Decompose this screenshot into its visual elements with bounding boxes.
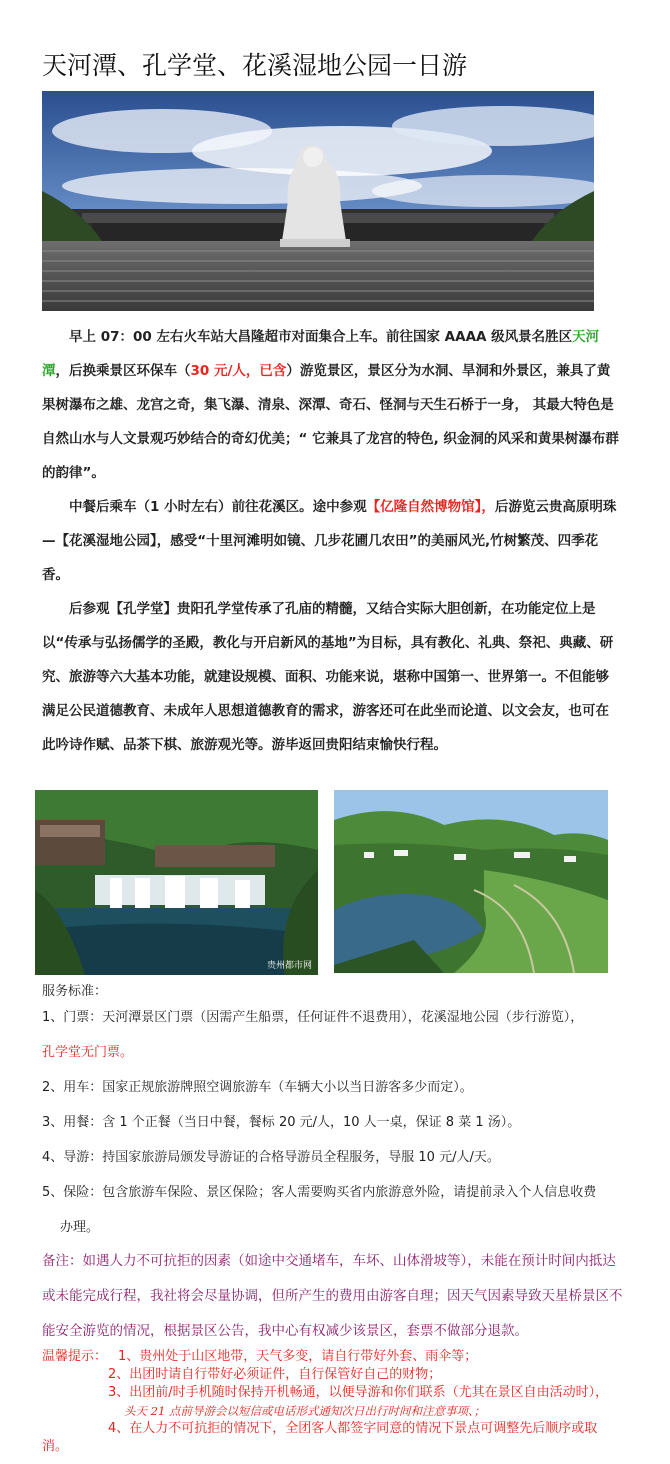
tip-2: 2、出团时请自行带好必须证件，自行保管好自己的财物；: [108, 1367, 442, 1382]
tip-4-cont: 消。: [42, 1439, 69, 1454]
text: 后游览云贵高原明珠—【花溪湿地公园】，感受“十里河滩明如镜、几步花圃几农田”的美丽风光,竹树繁茂、四季花香。: [42, 499, 617, 583]
tip-row-1: [42, 1348, 642, 1366]
wetland-park-photo: [334, 790, 608, 973]
page-title: 天河潭、孔学堂、花溪湿地公园一日游: [42, 51, 468, 80]
tip-3: 3、出团前/时手机随时保持开机畅通，以便导游和你们联系（尤其在景区自由活动时），: [108, 1385, 609, 1400]
highlight-museum: 【亿隆自然博物馆】，: [366, 499, 495, 515]
text: 中餐后乘车（1 小时左右）前往花溪区。途中参观: [69, 499, 367, 515]
text: 早上 07：00 左右火车站大昌隆超市对面集合上车。前往国家 AAAA 级风景名胜区: [69, 329, 573, 345]
text: ，后换乘景区环保车（: [55, 363, 191, 379]
tip-3-cont: 头天 21 点前导游会以短信或电话形式通知次日出行时间和注意事项、；: [124, 1404, 486, 1418]
waterfall-photo: [35, 790, 318, 975]
text: ）游览景区，景区分为水洞、旱洞和外景区，兼具了黄果树瀑布之雄、龙宫之奇，集飞瀑、清泉、深潭、奇石、怪洞与天生石桥于一身， 其最大特色是自然山水与人文景观巧妙结合的奇幻优美；“ 它兼具了龙宫的特色, 织金洞的风采和黄果树瀑布群的韵律”。: [42, 363, 619, 481]
highlight-price: 30 元/人，已含: [190, 363, 287, 379]
paragraph-tianhetan: [42, 320, 622, 490]
service-item-tickets: [42, 1000, 632, 1035]
service-item-insurance-cont: 办理。: [60, 1220, 100, 1235]
paragraph-huaxi: [42, 490, 622, 592]
text: 1、门票：天河潭景区门票（因需产生船票，任何证件不退费用），花溪湿地公园（步行游览），: [42, 1010, 584, 1025]
warm-tips: [42, 1348, 642, 1456]
remarks: 备注：如遇人力不可抗拒的因素（如途中交通堵车，车坏、山体滑坡等），未能在预计时间内抵达或未能完成行程，我社将会尽量协调，但所产生的费用由游客自理；因天气因素导致天星桥景区不能安全游览的情况，根据景区公告，我中心有权减少该景区，套票不做部分退款。: [42, 1253, 623, 1339]
service-standards-list: [42, 1000, 632, 1245]
highlight-tianhetan: 天河潭: [42, 329, 600, 379]
paragraph-kongxuetang: 后参观【孔学堂】贵阳孔学堂传承了孔庙的精髓，又结合实际大胆创新，在功能定位上是以“传承与弘扬儒学的圣殿，教化与开启新风的基地”为目标，具有教化、礼典、祭祀、典藏、研究、旅游等六大基本功能，就建设规模、面积、功能来说，堪称中国第一、世界第一。不但能够满足公民道德教育、未成年人思想道德教育的需求，游客还可在此坐而论道、以文会友，也可在此吟诗作赋、品茶下棋、旅游观光等。游毕返回贵阳结束愉快行程。: [42, 601, 614, 753]
service-item-guide: 4、导游：持国家旅游局颁发导游证的合格导游员全程服务，导服 10 元/人/天。: [42, 1150, 500, 1165]
watermark: 贵州都市网: [266, 961, 312, 971]
service-item-insurance: 5、保险：包含旅游车保险、景区保险；客人需要购买省内旅游意外险，请提前录入个人信息收费: [42, 1185, 597, 1200]
service-standards-title: 服务标准：: [42, 984, 108, 999]
service-item-meals: 3、用餐：含 1 个正餐（当日中餐，餐标 20 元/人，10 人一桌，保证 8 菜 1 汤）。: [42, 1115, 521, 1130]
tip-1: 1、贵州处于山区地带，天气多变，请自行带好外套、雨伞等；: [118, 1349, 478, 1364]
service-item-tickets-note: 孔学堂无门票。: [42, 1045, 134, 1060]
tips-label: 温馨提示：: [42, 1349, 108, 1364]
hero-image-confucius-statue: [42, 91, 594, 311]
tip-4: 4、在人力不可抗拒的情况下，全团客人都签字同意的情况下景点可调整先后顺序或取: [108, 1421, 598, 1436]
itinerary-description: [42, 320, 622, 762]
service-item-vehicle: 2、用车：国家正规旅游牌照空调旅游车（车辆大小以当日游客多少而定）。: [42, 1080, 473, 1095]
